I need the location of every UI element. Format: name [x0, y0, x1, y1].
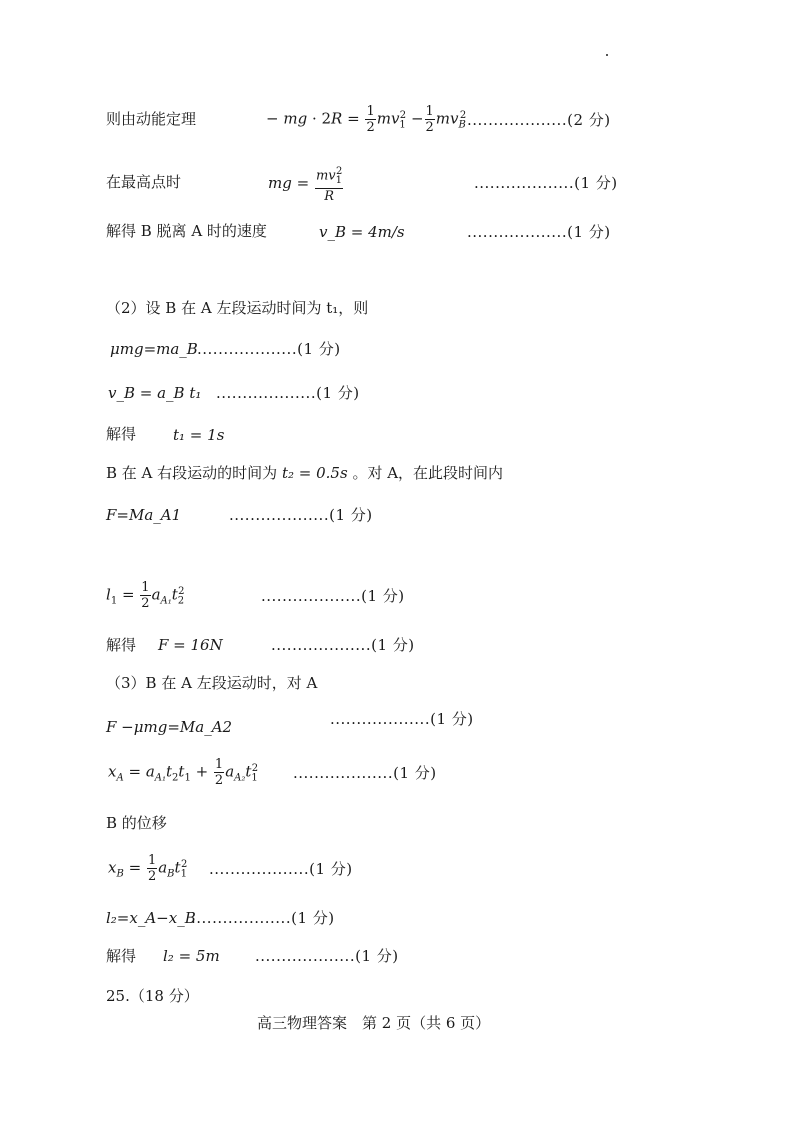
equation-t1: t₁ = 1s [173, 426, 225, 444]
score-line-2: ...................(1 分) [474, 174, 618, 192]
score-line-11: ...................(1 分) [271, 636, 415, 654]
part-2-heading: （2）设 B 在 A 左段运动时间为 t₁，则 [106, 299, 369, 317]
equation-vb-at1: v_B = a_B t₁ [108, 384, 202, 402]
equation-vb: v_B = 4m/s [319, 223, 405, 241]
question-25-heading: 25.（18 分） [106, 987, 199, 1005]
equation-l1: $l_1$ = $\frac{1}{2}$ $a_{A_1}t_2^2$ [106, 580, 185, 611]
line-velocity-label: 解得 B 脱离 A 时的速度 [106, 222, 267, 240]
score-line-5: ...................(1 分) [197, 340, 341, 358]
equation-f-maa1: F=Ma_A1 [106, 506, 182, 524]
score-line-17: ...................(1 分) [191, 909, 335, 927]
page-footer: 高三物理答案 第 2 页（共 6 页） [257, 1014, 491, 1032]
score-line-1: ...................(2 分) [467, 111, 611, 129]
equation-xb: $x_B$ = $\frac{1}{2}$ $a_Bt_1^2$ [108, 853, 188, 884]
equation-f16: F = 16N [158, 636, 223, 654]
score-line-9: ...................(1 分) [229, 506, 373, 524]
equation-t2: t₂ = 0.5s [281, 464, 348, 482]
solve-label-3: 解得 [106, 947, 137, 965]
equation-f-maa2: F −μmg=Ma_A2 [106, 718, 233, 736]
equation-l2: l₂ = 5m [163, 947, 220, 965]
solve-label-1: 解得 [106, 425, 137, 443]
scan-dot [606, 54, 608, 56]
equation-kinetic-theorem: − mg · 2R = $\frac{1}{2}$ $mv_1^2$ − $\frac{1}{2}$ $mv_B^2$ [266, 104, 467, 135]
line-kinetic-theorem-label: 则由动能定理 [106, 110, 197, 128]
equation-friction: μmg=ma_B [110, 340, 198, 358]
score-line-10: ...................(1 分) [261, 587, 405, 605]
right-segment-text-a: B 在 A 右段运动的时间为 [106, 464, 278, 482]
equation-highest-point: mg = $\frac{mv_1^2}{R}$ [268, 166, 343, 204]
line-right-segment [106, 466, 503, 481]
score-line-6: ...................(1 分) [216, 384, 360, 402]
score-line-16: ...................(1 分) [209, 860, 353, 878]
line-highest-point-label: 在最高点时 [106, 173, 182, 191]
score-line-18: ...................(1 分) [255, 947, 399, 965]
displacement-b-label: B 的位移 [106, 814, 167, 832]
part-3-heading: （3）B 在 A 左段运动时，对 A [106, 674, 318, 692]
score-line-13: ...................(1 分) [330, 710, 474, 728]
score-line-14: ...................(1 分) [293, 764, 437, 782]
score-line-3: ...................(1 分) [467, 223, 611, 241]
solve-label-2: 解得 [106, 636, 137, 654]
equation-l2-diff: l₂=x_A−x_B [106, 909, 196, 927]
equation-xa: $x_A = a_{A_1}t_2t_1$ + $\frac{1}{2}$ $a_{A_2}t_1^2$ [108, 757, 259, 788]
right-segment-text-b: 。对 A，在此段时间内 [352, 464, 504, 482]
